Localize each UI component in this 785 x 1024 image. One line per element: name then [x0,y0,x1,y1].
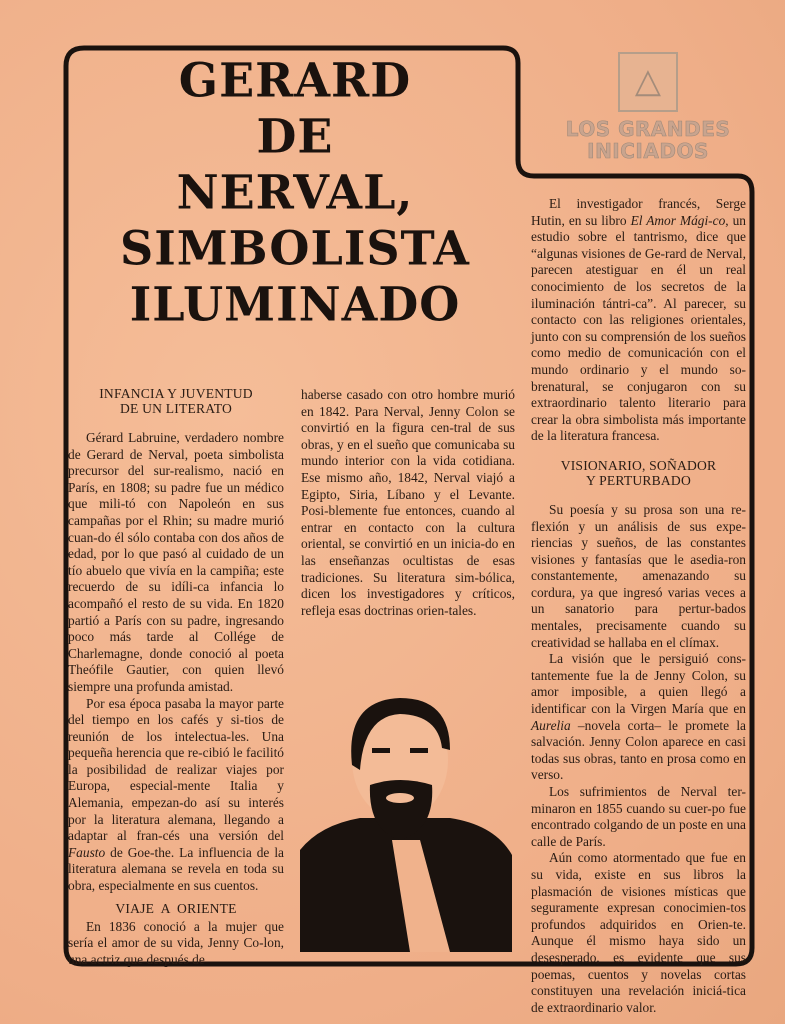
paragraph: Los sufrimientos de Nerval ter-minaron en 1855 cuando su cuer-po fue encontrado colgando de un poste en una calle de París. [531,784,746,849]
heading-line: INFANCIA Y JUVENTUD [99,386,253,401]
title-line: SIMBOLISTA [120,220,470,276]
column-3 [531,196,746,1016]
paragraph [68,696,284,895]
text-run: La visión que le persiguió cons-tantemente fue la de Jenny Colon, su amor imposible, a quien llegó a identificar con la Virgen María que en [531,651,746,717]
portrait-image [300,690,512,952]
section-heading-visionario [531,458,746,488]
paragraph [531,196,746,445]
title-line: NERVAL, [176,164,414,220]
section-heading-infancia [68,386,284,416]
heading-line: VISIONARIO, SOÑADOR [560,457,717,473]
heading-line: DE UN LITERATO [119,401,233,416]
title-line: ILUMINADO [129,276,461,332]
paragraph: Su poesía y su prosa son una re-flexión y un análisis de sus expe-riencias y sueños, de las constantes visiones y fantasías que le asedia-ron constantemente, amenazando su cordura, ya que ingresó varias veces a un sanatorio para pertur-bados mentales, precisamente cuando su creatividad se hallaba en el clímax. [531,501,746,650]
italic-title: El Amor Mági-co [630,212,726,228]
title-line: GERARD [178,52,412,108]
text-run: de Goe-the. La influencia de la literatura alemana se revela en toda su obra, especialmente en sus cuentos. [68,844,284,894]
paragraph: Aún como atormentado que fue en su vida, existe en sus libros la plasmación de visiones místicas que seguramente expresan conocimien-tos profundos adquiridos en Orien-te. Aunque él mismo haya sido un desesperado, es evidente que sus poemas, cuentos y novelas cortas constituyen una revelación iniciá-tica de extraordinario valor. [531,850,746,1015]
paragraph: Gérard Labruine, verdadero nombre de Gerard de Nerval, poeta simbolista precursor del sur-realismo, nació en París, en 1808; su padre fue un médico que mili-tó con Napoleón en sus campañas por el Rhin; su madre murió cuan-do él sólo contaba con dos años de edad, por lo que pasó al cuidado de un tío abuelo que vivía en la campiña; este recuerdo de su idíli-ca infancia lo acompañó el resto de su vida. En 1820 partió a París con su padre, ingresando poco más tarde al Collége de Charlemagne, donde conoció al poeta Theófile Gautier, con quien llevó siempre una profunda amistad. [68,430,284,694]
column-2 [301,387,515,619]
text-run: Por esa época pasaba la mayor parte del tiempo en los cafés y si-tios de reunión de los intelectua-les. Una pequeña herencia que re-cibió le facilitó la posibilidad de realizar viajes por Europa, especial-mente Italia y Alemania, empezan-do así su interés por la literatura alemana, llegando a adaptar al fran-cés una versión del [68,695,284,844]
title-line: DE [256,108,334,164]
paragraph: haberse casado con otro hombre murió en 1842. Para Nerval, Jenny Colon se convirtió en la figura cen-tral de sus obras, y en el sueño que comunicaba su mundo interior con la vida cotidiana. Ese mismo año, 1842, Nerval viajó a Egipto, Siria, Líbano y el Levante. Posi-blemente fue entonces, cuando al entrar en contacto con la cultura oriental, se convirtió en un inicia-do en las enseñanzas ocultistas de esas tradiciones. Su literatura sim-bólica, dicen los investigadores y críticos, refleja esas doctrinas orien-tales. [301,387,515,618]
paragraph: En 1836 conoció a la mujer que sería el amor de su vida, Jenny Co-lon, una actriz que después de [68,918,284,967]
article-title [80,52,510,332]
series-name-line: INICIADOS [587,139,709,163]
italic-title: Aurelia [531,717,571,733]
text-run: , un estudio sobre el tantrismo, dice que “algunas visiones de Ge-rard de Nerval, parecen atestiguar en él un real conocimiento de los secretos de la iluminación tántri-ca”. Al parecer, su contacto con las religiones orientales, junto con su comprensión de los sueños como medio de comunicación con el mundo ordinario y el mundo so-brenatural, se conjugaron con su extraordinario talento literario para crear la obra simbolista más importante de la literatura francesa. [531,212,746,444]
triangle-emblem-icon: △ [618,52,678,112]
series-banner [548,52,748,162]
paragraph [531,651,746,784]
text-run: –novela corta– le promete la salvación. Jenny Colon aparece en casi todas sus obras, tanto en prosa como en verso. [531,717,746,783]
column-1 [68,386,284,968]
section-heading-viaje: VIAJE A ORIENTE [115,900,237,916]
italic-title: Fausto [68,844,106,860]
series-name-line: LOS GRANDES [565,117,731,141]
text-run: El investigador francés, Serge Hutin, en su libro [531,196,746,228]
heading-line: Y PERTURBADO [586,472,691,488]
